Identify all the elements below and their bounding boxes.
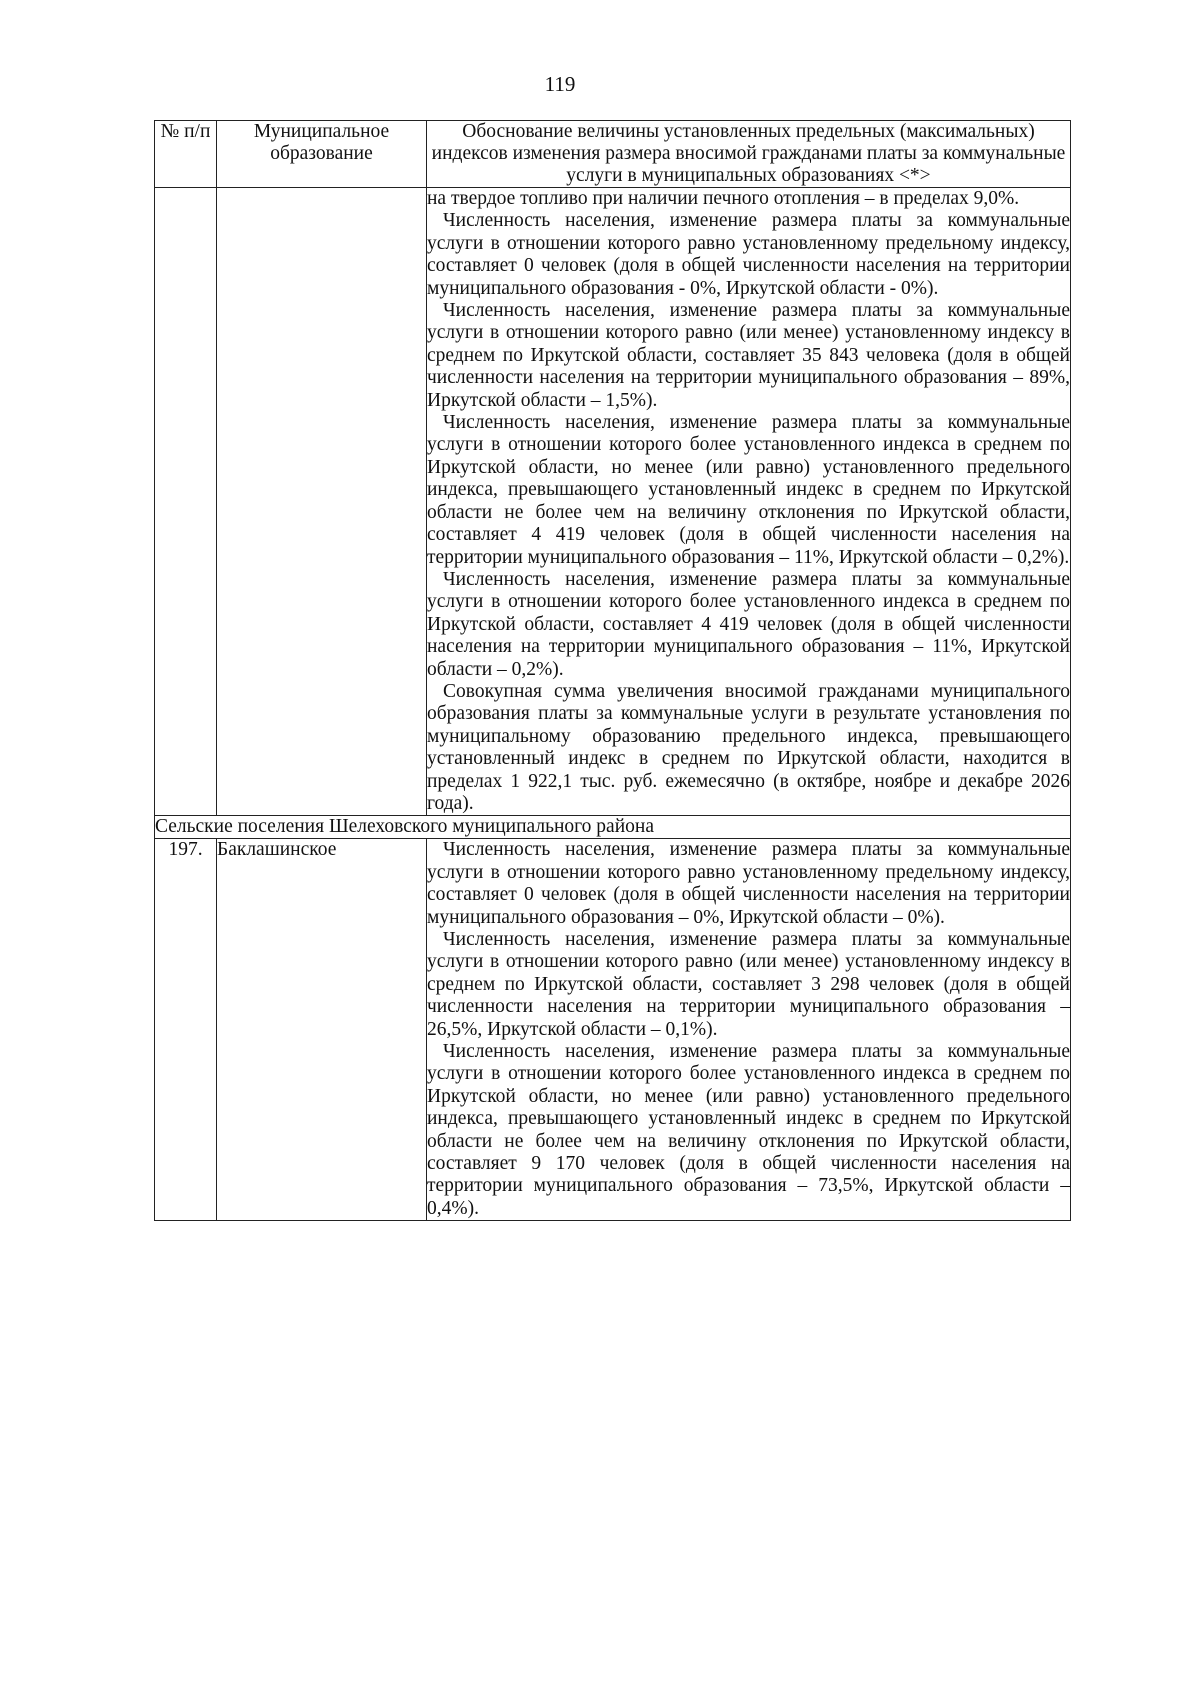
header-justification: Обоснование величины установленных предельных (максимальных) индексов изменения размера вносимой гражданами платы за коммунальные услуги в муниципальных образованиях <*> [427,121,1071,188]
continuation-paragraph: Численность населения, изменение размера платы за коммунальные услуги в отношении которого более установленного индекса в среднем по Иркутской области, составляет 4 419 человек (доля в общей численности населения на территории муниципального образования – 11%, Иркутской области – 0,2%). [427,568,1070,680]
continuation-paragraph: Численность населения, изменение размера платы за коммунальные услуги в отношении которого равно установленному предельному индексу, составляет 0 человек (доля в общей численности населения на территории муниципального образования - 0%, Иркутской области - 0%). [427,210,1070,299]
continuation-paragraph: Численность населения, изменение размера платы за коммунальные услуги в отношении которого равно (или менее) установленному индексу в среднем по Иркутской области, составляет 35 843 человека (доля в общей численности населения на территории муниципального образования – 89%, Иркутской области – 1,5%). [427,300,1070,411]
section-title: Сельские поселения Шелеховского муниципального района [155,816,1071,839]
page-number: 119 [544,72,576,96]
continuation-paragraph: Численность населения, изменение размера платы за коммунальные услуги в отношении которого более установленного индекса в среднем по Иркутской области, но менее (или равно) установленного предельного индекса, превышающего установленный индекс в среднем по Иркутской области не более чем на величину отклонения по Иркутской области, составляет 4 419 человек (доля в общей численности населения на территории муниципального образования – 11%, Иркутской области – 0,2%). [427,412,1070,568]
row-paragraph: Численность населения, изменение размера платы за коммунальные услуги в отношении которого равно (или менее) установленному индексу в среднем по Иркутской области, составляет 3 298 человек (доля в общей численности населения на территории муниципального образования – 26,5%, Иркутской области – 0,1%). [427,929,1070,1040]
tariff-justification-table [154,120,1071,1221]
header-municipality: Муниципальное образование [217,121,427,188]
continuation-number-cell [155,188,217,816]
table-header-row [155,121,1071,188]
row-paragraph: Численность населения, изменение размера платы за коммунальные услуги в отношении которого более установленного индекса в среднем по Иркутской области, но менее (или равно) установленного предельного индекса, превышающего установленный индекс в среднем по Иркутской области не более чем на величину отклонения по Иркутской области, составляет 9 170 человек (доля в общей численности населения на территории муниципального образования – 73,5%, Иркутской области – 0,4%). [427,1041,1070,1219]
table-row-197 [155,839,1071,1221]
continuation-paragraph: на твердое топливо при наличии печного отопления – в пределах 9,0%. [427,188,1020,209]
section-header-row [155,816,1071,839]
row-number: 197. [155,839,217,1221]
row-municipality: Баклашинское [217,839,427,1221]
row-justification-cell [427,839,1071,1221]
continuation-municipality-cell [217,188,427,816]
header-number: № п/п [155,121,217,188]
continuation-paragraph: Совокупная сумма увеличения вносимой гражданами муниципального образования платы за коммунальные услуги в результате установления по муниципальному образованию предельного индекса, превышающего установленный индекс в среднем по Иркутской области, находится в пределах 1 922,1 тыс. руб. ежемесячно (в октябре, ноябре и декабре 2026 года). [427,680,1070,814]
row-paragraph: Численность населения, изменение размера платы за коммунальные услуги в отношении которого равно установленному предельному индексу, составляет 0 человек (доля в общей численности населения на территории муниципального образования – 0%, Иркутской области – 0%). [427,839,1070,928]
continuation-justification-cell [427,188,1071,816]
table-row-continuation [155,188,1071,816]
